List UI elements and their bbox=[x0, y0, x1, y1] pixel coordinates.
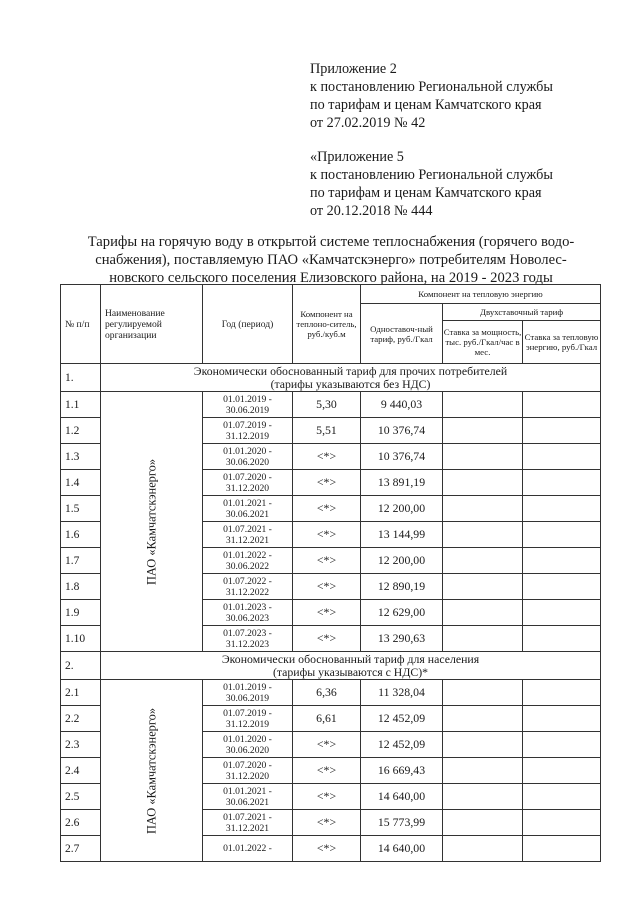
period-cell bbox=[203, 680, 293, 706]
period-end: 30.06.2021 bbox=[225, 508, 270, 520]
header-row bbox=[61, 285, 601, 304]
period-end: 30.06.2021 bbox=[225, 796, 270, 808]
period-end: 31.12.2021 bbox=[225, 534, 270, 546]
table-row bbox=[61, 680, 601, 706]
period-cell bbox=[203, 470, 293, 496]
period-start: 01.01.2022 - bbox=[223, 843, 272, 854]
row-number: 2.6 bbox=[61, 810, 101, 836]
period-end: 30.06.2022 bbox=[225, 560, 270, 572]
header-capacity-rate: Ставка за мощность, тыс. руб./Гкал/час в мес. bbox=[443, 321, 523, 364]
capacity-rate-value bbox=[443, 626, 523, 652]
one-rate-value: 15 773,99 bbox=[361, 810, 443, 836]
row-number: 1.1 bbox=[61, 392, 101, 418]
appendix-header-line: Приложение 2 bbox=[310, 61, 397, 77]
one-rate-value: 12 200,00 bbox=[361, 548, 443, 574]
one-rate-value: 13 144,99 bbox=[361, 522, 443, 548]
heat-carrier-value: <*> bbox=[293, 784, 361, 810]
energy-rate-value bbox=[523, 680, 601, 706]
appendix-header-line: от 27.02.2019 № 42 bbox=[310, 115, 426, 131]
energy-rate-value bbox=[523, 600, 601, 626]
capacity-rate-value bbox=[443, 444, 523, 470]
period-end: 31.12.2019 bbox=[225, 430, 270, 442]
capacity-rate-value bbox=[443, 784, 523, 810]
period-cell bbox=[203, 574, 293, 600]
section-title-line: (тарифы указываются без НДС) bbox=[270, 376, 431, 391]
table-row bbox=[61, 392, 601, 418]
energy-rate-value bbox=[523, 706, 601, 732]
appendix-header-line: к постановлению Региональной службы bbox=[310, 79, 553, 95]
period-start: 01.07.2021 - bbox=[223, 811, 272, 823]
period-start: 01.01.2021 - bbox=[223, 785, 272, 797]
period-start: 01.07.2021 - bbox=[223, 523, 272, 535]
header-num: № п/п bbox=[61, 285, 101, 364]
capacity-rate-value bbox=[443, 810, 523, 836]
section-title bbox=[101, 364, 601, 392]
capacity-rate-value bbox=[443, 418, 523, 444]
heat-carrier-value: <*> bbox=[293, 496, 361, 522]
capacity-rate-value bbox=[443, 600, 523, 626]
organization-cell bbox=[101, 392, 203, 652]
capacity-rate-value bbox=[443, 732, 523, 758]
appendix-header-line: от 20.12.2018 № 444 bbox=[310, 203, 433, 219]
row-number: 1.4 bbox=[61, 470, 101, 496]
row-number: 2.5 bbox=[61, 784, 101, 810]
period-end: 31.12.2022 bbox=[225, 586, 270, 598]
energy-rate-value bbox=[523, 496, 601, 522]
period-start: 01.01.2022 - bbox=[223, 549, 272, 561]
title-line: снабжения), поставляемую ПАО «Камчатскэнерго» потребителям Новолес- bbox=[95, 252, 567, 268]
one-rate-value: 11 328,04 bbox=[361, 680, 443, 706]
heat-carrier-value: <*> bbox=[293, 548, 361, 574]
heat-carrier-value: <*> bbox=[293, 574, 361, 600]
period-cell bbox=[203, 444, 293, 470]
organization-cell bbox=[101, 680, 203, 862]
row-number: 2.4 bbox=[61, 758, 101, 784]
period-cell bbox=[203, 548, 293, 574]
period-start: 01.01.2023 - bbox=[223, 601, 272, 613]
heat-carrier-value: <*> bbox=[293, 600, 361, 626]
period-start: 01.07.2019 - bbox=[223, 419, 272, 431]
energy-rate-value bbox=[523, 444, 601, 470]
period-cell bbox=[203, 758, 293, 784]
one-rate-value: 9 440,03 bbox=[361, 392, 443, 418]
energy-rate-value bbox=[523, 810, 601, 836]
section-title-line: (тарифы указываются с НДС)* bbox=[272, 664, 429, 679]
row-number: 1.7 bbox=[61, 548, 101, 574]
period-start: 01.01.2020 - bbox=[223, 445, 272, 457]
heat-carrier-value: 5,30 bbox=[293, 392, 361, 418]
period-start: 01.07.2019 - bbox=[223, 707, 272, 719]
energy-rate-value bbox=[523, 758, 601, 784]
period-end: 31.12.2020 bbox=[225, 482, 270, 494]
energy-rate-value bbox=[523, 470, 601, 496]
period-end: 31.12.2019 bbox=[225, 718, 270, 730]
capacity-rate-value bbox=[443, 574, 523, 600]
one-rate-value: 10 376,74 bbox=[361, 418, 443, 444]
period-cell bbox=[203, 600, 293, 626]
one-rate-value: 14 640,00 bbox=[361, 836, 443, 862]
one-rate-value: 14 640,00 bbox=[361, 784, 443, 810]
row-number: 1.2 bbox=[61, 418, 101, 444]
row-number: 2.7 bbox=[61, 836, 101, 862]
heat-carrier-value: 6,36 bbox=[293, 680, 361, 706]
appendix-header bbox=[310, 60, 553, 132]
row-number: 2.1 bbox=[61, 680, 101, 706]
heat-carrier-value: <*> bbox=[293, 836, 361, 862]
section-row bbox=[61, 364, 601, 392]
capacity-rate-value bbox=[443, 706, 523, 732]
one-rate-value: 13 290,63 bbox=[361, 626, 443, 652]
energy-rate-value bbox=[523, 732, 601, 758]
section-row bbox=[61, 652, 601, 680]
period-start: 01.01.2019 - bbox=[223, 393, 272, 405]
period-cell bbox=[203, 392, 293, 418]
appendix-header-line: по тарифам и ценам Камчатского края bbox=[310, 97, 542, 113]
period-end: 30.06.2019 bbox=[225, 692, 270, 704]
document-title bbox=[66, 233, 596, 287]
period-end: 31.12.2021 bbox=[225, 822, 270, 834]
organization-name: ПАО «Камчатскэнерго» bbox=[144, 707, 158, 834]
heat-carrier-value: <*> bbox=[293, 522, 361, 548]
header-heat-energy: Компонент на тепловую энергию bbox=[361, 285, 601, 304]
energy-rate-value bbox=[523, 784, 601, 810]
header-org: Наименование регулируемой организации bbox=[101, 285, 203, 364]
period-start: 01.07.2023 - bbox=[223, 627, 272, 639]
heat-carrier-value: <*> bbox=[293, 626, 361, 652]
organization-name: ПАО «Камчатскэнерго» bbox=[144, 458, 158, 585]
period-end: 31.12.2023 bbox=[225, 638, 270, 650]
appendix-header-line: «Приложение 5 bbox=[310, 149, 404, 165]
energy-rate-value bbox=[523, 626, 601, 652]
period-start: 01.07.2020 - bbox=[223, 471, 272, 483]
one-rate-value: 12 452,09 bbox=[361, 706, 443, 732]
period-cell bbox=[203, 706, 293, 732]
title-line: Тарифы на горячую воду в открытой системе теплоснабжения (горячего водо- bbox=[87, 234, 575, 250]
one-rate-value: 12 629,00 bbox=[361, 600, 443, 626]
one-rate-value: 13 891,19 bbox=[361, 470, 443, 496]
period-cell bbox=[203, 626, 293, 652]
section-title-line: Экономически обоснованный тариф для населения bbox=[221, 651, 480, 666]
row-number: 1.10 bbox=[61, 626, 101, 652]
section-number: 1. bbox=[61, 364, 101, 392]
section-number: 2. bbox=[61, 652, 101, 680]
capacity-rate-value bbox=[443, 836, 523, 862]
heat-carrier-value: <*> bbox=[293, 470, 361, 496]
header-two-rate: Двухставочный тариф bbox=[443, 304, 601, 321]
capacity-rate-value bbox=[443, 392, 523, 418]
row-number: 1.5 bbox=[61, 496, 101, 522]
heat-carrier-value: 6,61 bbox=[293, 706, 361, 732]
header-energy-rate: Ставка за тепловую энергию, руб./Гкал bbox=[523, 321, 601, 364]
row-number: 1.6 bbox=[61, 522, 101, 548]
section-title bbox=[101, 652, 601, 680]
title-line: новского сельского поселения Елизовского района, на 2019 - 2023 годы bbox=[109, 270, 553, 286]
heat-carrier-value: <*> bbox=[293, 810, 361, 836]
capacity-rate-value bbox=[443, 522, 523, 548]
appendix-header-line: по тарифам и ценам Камчатского края bbox=[310, 185, 542, 201]
period-start: 01.01.2019 - bbox=[223, 681, 272, 693]
energy-rate-value bbox=[523, 836, 601, 862]
row-number: 1.8 bbox=[61, 574, 101, 600]
period-cell bbox=[203, 418, 293, 444]
period-cell bbox=[203, 784, 293, 810]
header-one-rate: Одноставоч-ный тариф, руб./Гкал bbox=[361, 304, 443, 364]
energy-rate-value bbox=[523, 574, 601, 600]
one-rate-value: 16 669,43 bbox=[361, 758, 443, 784]
one-rate-value: 10 376,74 bbox=[361, 444, 443, 470]
capacity-rate-value bbox=[443, 548, 523, 574]
row-number: 2.2 bbox=[61, 706, 101, 732]
period-cell bbox=[203, 836, 293, 862]
period-start: 01.01.2021 - bbox=[223, 497, 272, 509]
header-period: Год (период) bbox=[203, 285, 293, 364]
header-heat-carrier: Компонент на теплоно-ситель, руб./куб.м bbox=[293, 285, 361, 364]
capacity-rate-value bbox=[443, 496, 523, 522]
row-number: 1.3 bbox=[61, 444, 101, 470]
one-rate-value: 12 200,00 bbox=[361, 496, 443, 522]
period-start: 01.07.2022 - bbox=[223, 575, 272, 587]
section-title-line: Экономически обоснованный тариф для прочих потребителей bbox=[193, 363, 508, 378]
energy-rate-value bbox=[523, 392, 601, 418]
heat-carrier-value: <*> bbox=[293, 758, 361, 784]
energy-rate-value bbox=[523, 418, 601, 444]
period-start: 01.07.2020 - bbox=[223, 759, 272, 771]
capacity-rate-value bbox=[443, 758, 523, 784]
capacity-rate-value bbox=[443, 470, 523, 496]
heat-carrier-value: 5,51 bbox=[293, 418, 361, 444]
heat-carrier-value: <*> bbox=[293, 444, 361, 470]
period-end: 30.06.2020 bbox=[225, 744, 270, 756]
appendix-header-previous bbox=[310, 148, 553, 220]
appendix-header-line: к постановлению Региональной службы bbox=[310, 167, 553, 183]
period-end: 30.06.2023 bbox=[225, 612, 270, 624]
tariff-table bbox=[60, 284, 601, 862]
heat-carrier-value: <*> bbox=[293, 732, 361, 758]
period-end: 30.06.2020 bbox=[225, 456, 270, 468]
period-end: 30.06.2019 bbox=[225, 404, 270, 416]
period-cell bbox=[203, 810, 293, 836]
period-cell bbox=[203, 496, 293, 522]
row-number: 1.9 bbox=[61, 600, 101, 626]
one-rate-value: 12 890,19 bbox=[361, 574, 443, 600]
period-end: 31.12.2020 bbox=[225, 770, 270, 782]
energy-rate-value bbox=[523, 548, 601, 574]
row-number: 2.3 bbox=[61, 732, 101, 758]
period-cell bbox=[203, 522, 293, 548]
capacity-rate-value bbox=[443, 680, 523, 706]
period-start: 01.01.2020 - bbox=[223, 733, 272, 745]
energy-rate-value bbox=[523, 522, 601, 548]
period-cell bbox=[203, 732, 293, 758]
one-rate-value: 12 452,09 bbox=[361, 732, 443, 758]
